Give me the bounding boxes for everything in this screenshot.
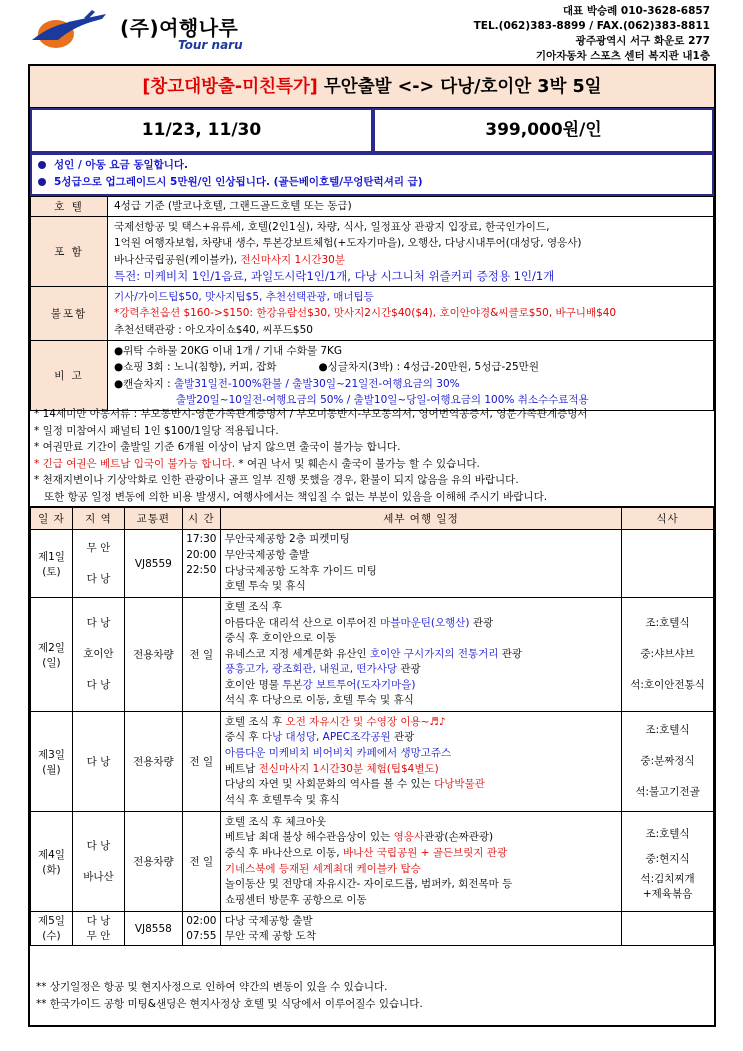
day-1-region: 무 안 다 낭 [72,530,124,598]
title-highlight: [창고대방출-미친특가] [142,77,318,97]
day-4-region: 다 낭 바나산 [72,812,124,912]
include-label: 포 함 [31,217,108,287]
exclude-label: 불포함 [31,287,108,341]
day-4-time: 전 일 [182,812,220,912]
address-line-1: 광주광역시 서구 화운로 277 [575,35,710,47]
page-header [0,0,743,62]
exclude-row [31,287,714,341]
bullet-icon [38,178,46,186]
day-5-region: 다 낭 무 안 [72,912,124,946]
tour-price: 399,000원/인 [373,108,714,153]
day-5-transport: VJ8558 [124,912,182,946]
hotel-value: 4성급 기준 (발코나호텔, 그랜드골드호텔 또는 동급) [108,197,714,217]
address-line-2: 기아자동차 스포츠 센터 복지관 내1층 [535,50,710,62]
day-3-transport: 전용차량 [124,712,182,812]
plane-logo-icon [28,10,110,50]
include-value: 국제선항공 및 택스+유류세, 호텔(2인1실), 차량, 식사, 일정표상 관광지 입장료, 한국인가이드, 1억원 여행자보험, 차량내 생수, 투본강보트체험(+도자기마을), 오행산, 다낭시내투어(대성당, 영응사) 바나산국립공원(케이블카), 전신마사지 1시간30분 특전: 미케비치 1인/1음료, 과일도시락1인/1개, 다낭 시그니처 위즐커피 증정용 1인/1개 [108,217,714,287]
exclude-value: 기사/가이드팁$50, 맛사지팁$5, 추천선택관광, 매너팁등 *강력추천옵션 $160->$150: 한강유람선$30, 맛사지2시간$40($4), 호이안야경&씨클로$50, 바구니배$40 추천선택관광 : 아오자이쇼$40, 씨푸드$50 [108,287,714,341]
day-4-date: 제4일 (화) [31,812,73,912]
day-2-date: 제2일 (일) [31,598,73,712]
departure-dates: 11/23, 11/30 [30,108,373,153]
company-logo [28,6,258,54]
remark-label: 비 고 [31,341,108,411]
day-5-meals [622,912,714,946]
day-4-meals: 조:호텔식 중:현지식 석:김치찌개 +제육볶음 [622,812,714,912]
day-5-itinerary: 다낭 국제공항 출발 무안 국제 공항 도착 [220,912,621,946]
day-3-itinerary: 호텔 조식 후 오전 자유시간 및 수영장 이용~♬♪ 중식 후 다낭 대성당, APEC조각공원 관광 아름다운 미케비치 비어비치 카페에서 생망고쥬스 베트남 전신마사지 1시간30분 체험(팁$4별도) 다낭의 자연 및 사회문화의 역사를 볼 수 있는 다낭박물관 석식 후 호텔투숙 및 휴식 [220,712,621,812]
day-2-row [31,598,714,712]
price-note: 성인 / 아동 요금 동일합니다. [38,157,706,174]
day-1-times: 17:30 20:00 22:50 [182,530,220,598]
bullet-icon [38,161,46,169]
ceo-contact: 대표 박승례 010-3628-6857 [562,5,710,17]
hotel-label: 호 텔 [31,197,108,217]
day-3-date: 제3일 (월) [31,712,73,812]
day-5-row [31,912,714,946]
remark-value: ●위탁 수하물 20KG 이내 1개 / 기내 수화물 7KG ●쇼핑 3회 : 노니(침향), 커피, 잡화 ●싱글차지(3박) : 4성급-20만원, 5성급-25만원 ●캔슬차지 : 출발31일전-100%환불 / 출발30일~21일전-여행요금의 30% 출발20일~10일전-여행요금의 50% / 출발10일~당일-여행요금의 100% 취소수수료적용 [108,341,714,411]
day-3-time: 전 일 [182,712,220,812]
day-4-row [31,812,714,912]
day-2-region: 다 낭 호이안 다 낭 [72,598,124,712]
special-benefits: 특전: 미케비치 1인/1음료, 과일도시락1인/1개, 다낭 시그니처 위즐커피 증정용 1인/1개 [114,269,555,283]
hotel-row [31,197,714,217]
include-row [31,217,714,287]
day-5-date: 제5일 (수) [31,912,73,946]
day-2-transport: 전용차량 [124,598,182,712]
day-1-date: 제1일 (토) [31,530,73,598]
day-4-transport: 전용차량 [124,812,182,912]
company-name: (주)여행나루 [120,16,239,40]
title-text: 무안출발 <-> 다낭/호이안 3박 5일 [317,77,602,97]
tour-title [30,66,714,108]
company-name-en: Tour naru [178,38,243,52]
day-2-meals: 조:호텔식 중:샤브샤브 석:호이안전통식 [622,598,714,712]
price-note: 5성급으로 업그레이드시 5만원/인 인상됩니다. (골든베이호텔/무엉탄럭셔리 급) [38,174,706,191]
remark-row [31,341,714,411]
tel-fax: TEL.(062)383-8899 / FAX.(062)383-8811 [473,20,710,32]
day-4-itinerary: 호텔 조식 후 체크아웃 베트남 최대 불상 해수관음상이 있는 영응사관광(손짜관광) 중식 후 바나산으로 이동, 바나산 국립공원 + 골든브릿지 관광 기네스북에 등재된 세계최대 케이블카 탑승 놀이동산 및 전망대 자유시간- 자이로드롭, 범퍼카, 회전목마 등 쇼핑센터 방문후 공항으로 이동 [220,812,621,912]
info-table [30,196,714,411]
day-1-transport: VJ8559 [124,530,182,598]
day-3-row [31,712,714,812]
price-notes [30,153,714,196]
day-5-times: 02:00 07:55 [182,912,220,946]
day-1-itinerary: 무안국제공항 2층 피켓미팅 무안국제공항 출발 다낭국제공항 도착후 가이드 미팅 호텔 투숙 및 휴식 [220,530,621,598]
company-contact-info [474,4,710,64]
day-2-itinerary: 호텔 조식 후 아름다운 대리석 산으로 이루어진 마블마운틴(오행산) 관광 중식 후 호이안으로 이동 유네스코 지정 세계문화 유산인 호이안 구시가지의 전통거리 관광 풍흥고가, 광조회관, 내원교, 떤가사당 관광 호이안 명물 투본강 보트투어(도자기마을) 석식 후 다낭으로 이동, 호텔 투숙 및 휴식 [220,598,621,712]
itinerary-header: 일 자 지 역 교통편 시 간 세부 여행 일정 식사 [31,508,714,530]
day-3-region: 다 낭 [72,712,124,812]
day-1-meals [622,530,714,598]
day-2-time: 전 일 [182,598,220,712]
tour-flyer [28,64,716,1027]
day-1-row [31,530,714,598]
footer-notes: ** 상기일정은 항공 및 현지사정으로 인하여 약간의 변동이 있을 수 있습니다. ** 한국가이드 공항 미팅&샌딩은 현지사정상 호텔 및 식당에서 이루어질수 있습니다. [36,981,423,1010]
travel-warnings: * 14세미만 아동서류 : 부모동반시-영문가족관계증명서 / 부모미동반시-부모동의서, 영어번역공증서, 영문가족관계증명서 * 일정 미참여시 패널티 1인 $100/1일당 적용됩니다. * 여권만료 기간이 출발일 기준 6개월 이상이 남지 않으면 출국이 불가능 합니다. * 긴급 여권은 베트남 입국이 불가능 합니다. * 여권 낙서 및 훼손시 출국이 불가능 할 수 있습니다. * 천재지변이나 기상악화로 인한 관광이나 골프 일부 진행 못했을 경우, 환불이 되지 않음을 유의 바랍니다. 또한 항공 일정 변동에 의한 비용 발생시, 여행사에서는 책임질 수 없는 부분이 있음을 이해해 주시기 바랍니다. [30,404,714,507]
itinerary-table [30,507,714,946]
date-price-row [30,108,714,153]
day-3-meals: 조:호텔식 중:분짜정식 석:불고기전골 [622,712,714,812]
